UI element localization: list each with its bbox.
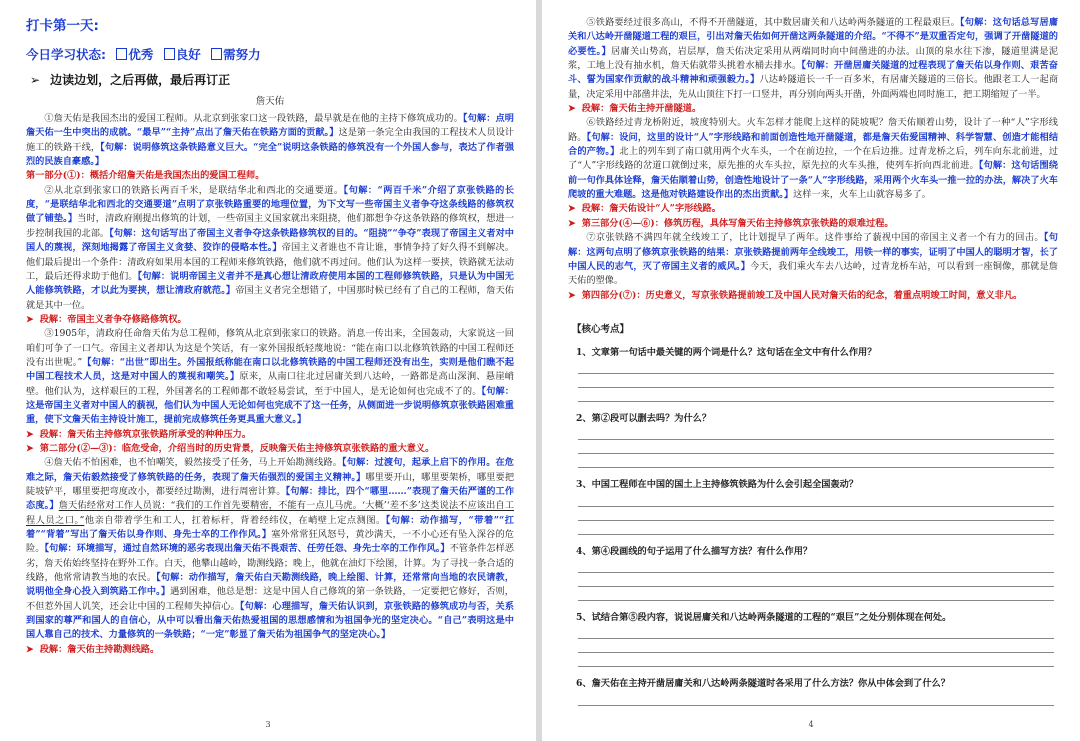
body-text: 当时，清政府刚提出修筑的计划，一些帝国主义国家就出来阻挠，他们都想争夺这条铁路的修筑权，想进一步控制我国的北部。: [26, 213, 515, 239]
method-heading: ➢ 边读边划，之后再做，最后再订正: [30, 72, 231, 87]
section-note-6a: ➤ 段解：詹天佑设计“人”字形线路。: [568, 203, 721, 215]
body-text: ⑦京张铁路不满四年就全线竣工了，比计划提早了两年。这件事给了藐视中国的帝国主义者一个有力的回击。: [586, 232, 1044, 244]
triangle-bullet-icon: ➤: [26, 313, 34, 325]
question-text: 4、第④段画线的句子运用了什么描写方法？有什么作用？: [576, 545, 813, 557]
checkbox-icon[interactable]: [164, 48, 175, 60]
section-note-5: ➤ 段解：詹天佑主持开凿隧道。: [568, 103, 702, 115]
section-note-7: ➤ 第四部分(⑦)：历史意义，写京张铁路提前竣工及中国人民对詹天佑的纪念，着重点明竣工时间，意义非凡。: [568, 289, 1023, 301]
answer-line[interactable]: [578, 666, 1054, 667]
question-text: 6、詹天佑在主持开凿居庸关和八达岭两条隧道时各采用了什么方法？你从中体会到了什么？: [576, 678, 950, 690]
annotation-text: 【句解：说明修筑这条铁路意义巨大。“完全”说明这条铁路的修筑没有一个外国人参与，表达了作者强烈的民族自豪感。】: [26, 141, 515, 168]
paragraph-6: [568, 116, 1058, 202]
body-text: 塞外常常狂风怒号，黄沙满天，一不小心还有坠入深谷的危险。: [26, 529, 514, 555]
triangle-bullet-icon: ➤: [26, 643, 34, 655]
answer-line[interactable]: [578, 467, 1054, 468]
answer-line[interactable]: [578, 652, 1054, 653]
annotation-text: 【句解：开凿居庸关隧道的过程表现了詹天佑以身作则、艰苦奋斗、誓为国家作贡献的战斗精神和顽强毅力。】: [568, 60, 1058, 86]
question-item: [568, 611, 1058, 667]
body-text: ③1905年，清政府任命詹天佑为总工程师，修筑从北京到张家口的铁路。消息一传出来，全国轰动，大家说这一回咱们可争了一口气。帝国主义者却认为这是个笑话，有一家外国报纸轻蔑地说：“能在南口以北修筑铁路的中国工程师还没有出世呢。”: [26, 328, 514, 368]
annotation-text: 【句解：过渡句，起承上启下的作用。在危难之际，詹天佑毅然接受了修筑铁路的任务，表现了詹天佑强烈的爱国主义精神。】: [26, 457, 514, 483]
page-number: 3: [265, 719, 271, 729]
annotation-text: 【句解：说明帝国主义者并不是真心想让清政府使用本国的工程师修筑铁路，只是认为中国无人能修筑铁路，才以此为要挟，想让清政府就范。】: [26, 270, 514, 297]
body-text: ①詹天佑是我国杰出的爱国工程师。从北京到张家口这一段铁路，最早就是在他的主持下修筑成功的。: [44, 113, 463, 125]
question-item: [568, 412, 1058, 468]
question-item: [568, 677, 1058, 705]
question-text: 2、第②段可以删去吗？为什么？: [576, 413, 712, 425]
answer-line[interactable]: [578, 439, 1054, 440]
body-text: 北上的列车到了南口就用两个火车头，一个在前边拉，一个在后边推。过青龙桥之后，列车向东北前进，过了“人”字形线路的岔道口就倒过来，原先推的火车头拉，原先拉的火车头推，使列车折向西北前进。: [568, 146, 1059, 172]
annotation-text: 【句解：设问，这里的设计“人”字形线路和前面创造性地开凿隧道，都是詹天佑爱国精神、科学智慧、创造才能相结合的产物。】: [568, 131, 1059, 158]
question-item: [568, 346, 1058, 402]
triangle-bullet-icon: ➤: [568, 289, 576, 301]
question-item: [568, 478, 1058, 534]
body-text: 居庸关山势高，岩层厚，詹天佑决定采用从两端同时向中间凿进的办法。山顶的泉水往下渗，隧道里满是泥浆，工地上没有抽水机，詹天佑就带头挑着水桶去排水。: [568, 45, 1059, 72]
answer-line[interactable]: [578, 453, 1054, 454]
section-note-1: 第一部分(①)：概括介绍詹天佑是我国杰出的爱国工程师。: [26, 170, 265, 182]
paragraph-1: [26, 112, 514, 169]
triangle-bullet-icon: ➤: [568, 203, 576, 215]
article-title: 詹天佑: [255, 96, 285, 108]
annotation-text: 【句解：排比，四个“哪里……”表现了詹天佑严谨的工作态度。】: [26, 486, 515, 512]
annotation-text: 【句解：环境描写，通过自然环境的恶劣表现出詹天佑不畏艰苦、任劳任怨、身先士卒的工作作风。】: [44, 543, 450, 555]
section-note-3b: ➤ 第二部分(②—③)：临危受命，介绍当时的历史背景，反映詹天佑主持修筑京张铁路的重大意义。: [26, 442, 435, 454]
answer-line[interactable]: [578, 520, 1054, 521]
body-text: 八达岭隧道长一千一百多米，有居庸关隧道的三倍长。他跟老工人一起商量，决定采用中部凿井法，先从山顶往下打一口竖井，再分别向两头开凿，外面两端也同时施工，把工期缩短了一半。: [568, 74, 1059, 100]
triangle-bullet-icon: ➤: [26, 442, 34, 454]
annotation-text: 【句解：这是帝国主义者对中国人的藐视，他们认为中国人无论如何也完成不了这一任务，从侧面进一步说明修筑京张铁路困难重重，使下文詹天佑主持设计施工，提前完成修筑任务更具重大意义。】: [26, 385, 514, 426]
study-status-line: [26, 45, 514, 65]
page-number: 4: [808, 719, 814, 729]
answer-line[interactable]: [578, 506, 1054, 507]
answer-line[interactable]: [578, 572, 1054, 573]
paragraph-2: [26, 184, 514, 313]
section-note-2: ➤ 段解：帝国主义者争夺修路修筑权。: [26, 313, 187, 325]
question-text: 5、试结合第⑤段内容，说说居庸关和八达岭两条隧道的工程的“艰巨”之处分别体现在何处。: [576, 612, 952, 624]
body-text: ②从北京到张家口的铁路长两百千米，是联结华北和西北的交通要道。: [44, 184, 344, 196]
question-text: 3、中国工程师在中国的国土上主持修筑铁路为什么会引起全国轰动？: [576, 479, 859, 491]
body-text: 不管条件怎样恶劣，詹天佑始终坚持在野外工作。白天，他攀山越岭，勘测线路；晚上，他就在油灯下绘图，计算。为了寻找一条合适的线路，他常常请教当地的农民。: [26, 543, 514, 584]
annotation-text: 【句解：这两句点明了修筑京张铁路的结果：京张铁路提前两年全线竣工，用铁一样的事实，证明了中国人的聪明才智，长了中国人民的志气，灭了帝国主义者的威风。】: [568, 232, 1058, 272]
section-note-6b: ➤ 第三部分(④—⑥)：修筑历程，具体写詹天佑主持修筑京张铁路的艰难过程。: [568, 217, 894, 229]
page-4: [542, 0, 1080, 741]
key-points-title: 【核心考点】: [572, 323, 630, 335]
body-text: ⑤铁路要经过很多高山，不得不开凿隧道，其中数居庸关和八达岭两条隧道的工程最艰巨。: [586, 17, 961, 28]
body-text: 这样一来，火车上山就容易多了。: [793, 189, 931, 201]
paragraph-4: [26, 456, 514, 642]
annotation-text: 【句解：这句话写出了帝国主义者争夺这条铁路修筑权的目的。“阻挠”“争夺”表现了帝国主义者对中国人的蔑视，深刻地揭露了帝国主义贪婪、狡诈的侵略本性。】: [26, 227, 514, 254]
annotation-text: 【句解：动作描写，“带着”“扛着”“背着”写出了詹天佑以身作则、身先士卒的工作作风。】: [26, 514, 514, 541]
checkbox-icon[interactable]: [116, 48, 127, 60]
triangle-bullet-icon: ➤: [26, 428, 34, 440]
body-text: 遇到困难，他总是想：这是中国人自己修筑的第一条铁路，一定要把它修好，否则，不但惹外国人讥笑，还会让中国的工程师失掉信心。: [26, 586, 514, 612]
status-option-excellent[interactable]: 优秀: [116, 47, 153, 62]
annotation-text: 【句解：心理描写，詹天佑认识到，京张铁路的修筑成功与否，关系到国家的尊严和国人的自信心，从中可以看出詹天佑热爱祖国的思想感情和为祖国争光的坚定决心。“自己”表明这是中国人靠自己的技术、力量修筑的一条铁路；“一定”彰显了詹天佑为祖国争气的坚定决心。】: [26, 600, 515, 641]
body-text: 哪里要开山，哪里要架桥，哪里要把陡坡铲平，哪里要把弯度改小，都要经过勘测，进行周密计算。: [26, 471, 515, 498]
section-note-3a: ➤ 段解：詹天佑主持修筑京张铁路所承受的种种压力。: [26, 428, 252, 440]
answer-line[interactable]: [578, 638, 1054, 639]
answer-line[interactable]: [578, 534, 1054, 535]
body-text: ⑥铁路经过青龙桥附近，坡度特别大。火车怎样才能爬上这样的陡坡呢？詹天佑顺着山势，设计了一种“人”字形线路。: [568, 117, 1058, 143]
body-text: 原来，从南口往北过居庸关到八达岭，一路都是高山深涧、悬崖峭壁。他们认为，这样艰巨的工程，外国著名的工程师都不敢轻易尝试，至于中国人，是无论如何也完成不了的。: [26, 371, 514, 397]
status-option-good[interactable]: 良好: [164, 47, 201, 62]
body-text: 帝国主义者完全想错了，中国那时候已经有了自己的工程师，詹天佑就是其中一位。: [26, 285, 514, 311]
section-note-4: ➤ 段解：詹天佑主持勘测线路。: [26, 643, 160, 655]
checkbox-icon[interactable]: [211, 48, 222, 60]
paragraph-3: [26, 327, 514, 427]
body-text: ④詹天佑不怕困难，也不怕嘲笑，毅然接受了任务，马上开始勘测线路。: [44, 457, 342, 469]
answer-line[interactable]: [578, 705, 1054, 706]
arrow-bullet-icon: ➢: [30, 72, 41, 87]
question-item: [568, 545, 1058, 601]
answer-line[interactable]: [578, 387, 1054, 388]
answer-line[interactable]: [578, 373, 1054, 374]
annotation-text: 【句解：“两百千米”介绍了京张铁路的长度，“是联结华北和西北的交通要道”点明了京张铁路重要的地理位置，为下文写一些帝国主义者争夺这条线路的修筑权做了铺垫。】: [26, 184, 515, 225]
body-text: 帝国主义者谁也不肯让谁，事情争持了好久得不到解决。他们最后提出一个条件：清政府如果用本国的工程师来修筑铁路，他们就不再过问。他们认为这样一要挟，铁路就无法动工，最后还得求助于他们。: [26, 242, 515, 282]
body-text: 这是第一条完全由我国的工程技术人员设计施工的铁路干线，: [26, 127, 514, 153]
body-text: 今天，我们乘火车去八达岭，过青龙桥车站，可以看到一座铜像，那就是詹天佑的塑像。: [568, 260, 1058, 287]
annotation-text: 【句解：这句话总写居庸关和八达岭开凿隧道工程的艰巨，引出对詹天佑如何开凿这两条隧道的介绍。“不得不”是双重否定句，强调了开凿隧道的必要性。】: [568, 17, 1059, 57]
triangle-bullet-icon: ➤: [568, 103, 576, 115]
question-list: [568, 346, 1058, 706]
answer-line[interactable]: [578, 401, 1054, 402]
triangle-bullet-icon: ➤: [568, 217, 576, 229]
daka-heading: 打卡第一天:: [26, 18, 99, 34]
annotation-text: 【句解：点明詹天佑一生中突出的成就。“最早”“主持”点出了詹天佑在铁路方面的贡献。】: [26, 113, 514, 139]
underlined-sentence: 詹天佑经常对工作人员说：“我们的工作首先要精密，不能有一点儿马虎。‘大概’‘差不多’这类说法不应该出自工程人员之口。”: [26, 500, 514, 526]
question-text: 1、文章第一句话中最关键的两个词是什么？这句话在全文中有什么作用？: [576, 346, 877, 358]
annotation-text: 【句解：这句话围绕前一句作具体诠释，詹天佑顺着山势，创造性地设计了一条“人”字形线路，采用两个火车头一推一拉的办法，解决了火车爬坡的重大难题。这是他对铁路建设作出的杰出贡献。】: [568, 160, 1058, 201]
answer-line[interactable]: [578, 600, 1054, 601]
status-label: 今日学习状态:: [26, 47, 106, 63]
paragraph-7: [568, 231, 1058, 288]
answer-line[interactable]: [578, 586, 1054, 587]
body-text: 他亲自带着学生和工人，扛着标杆，背着经纬仪，在峭壁上定点测图。: [84, 514, 386, 526]
status-option-needs-work[interactable]: 需努力: [211, 47, 261, 62]
paragraph-5: [568, 16, 1058, 102]
page-3: [0, 0, 536, 741]
annotation-text: 【句解：动作描写，詹天佑白天勘测线路，晚上绘图、计算，还常常向当地的农民请教，说明他全身心投入到筑路工作中。】: [26, 572, 515, 598]
annotation-text: 【句解：“出世”即出生。外国报纸称能在南口以北修筑铁路的中国工程师还没有出生，实则是他们瞧不起中国工程技术人员，这是对中国人的蔑视和嘲笑。】: [26, 356, 514, 383]
